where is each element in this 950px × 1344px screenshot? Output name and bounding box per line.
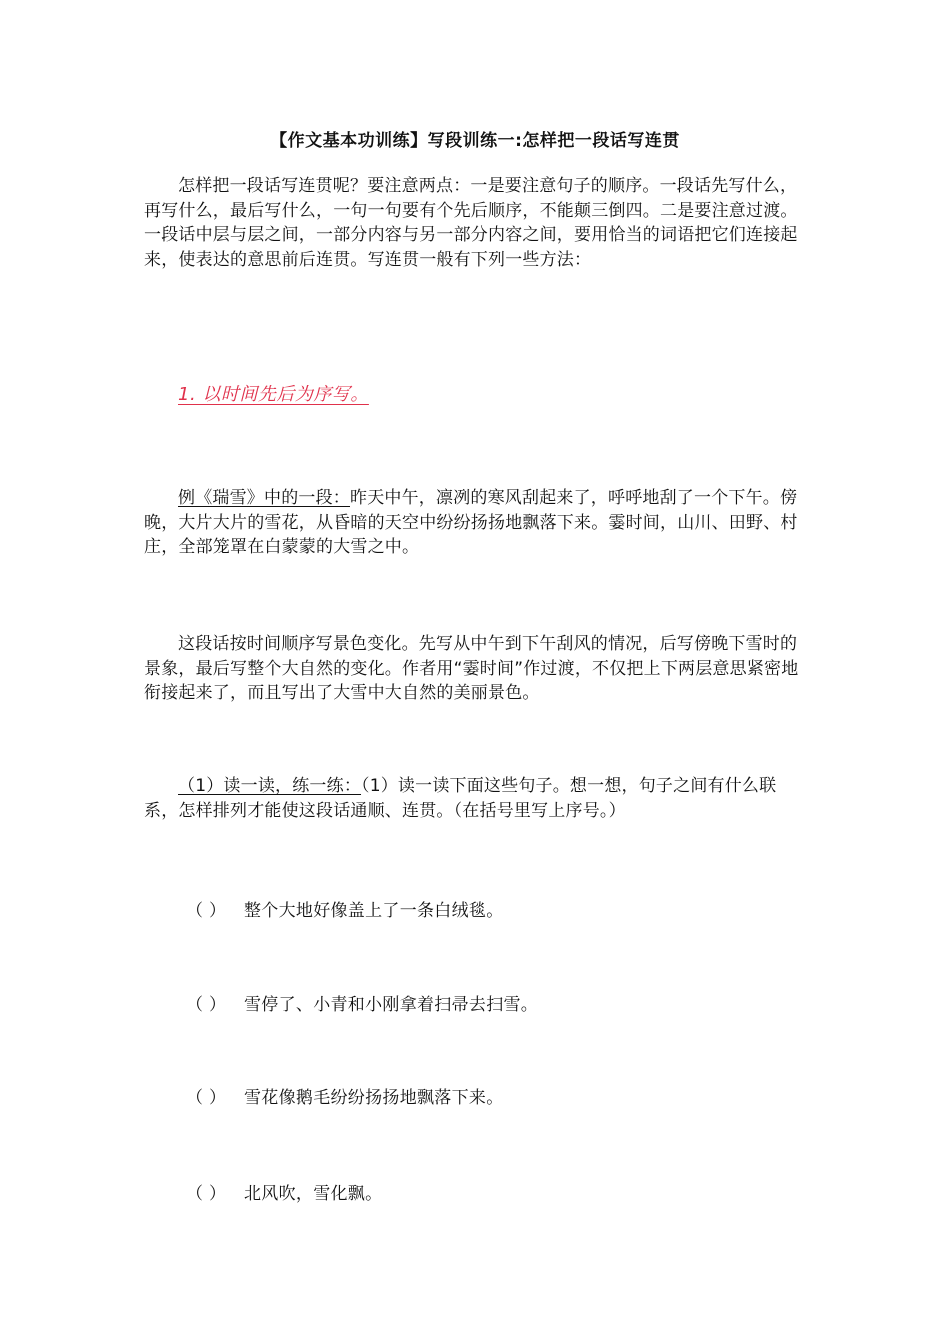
- example-text: 昨天中午，凛冽的寒风刮起来了，呼呼地刮了一个下午。傍晚，大片大片的雪花，从昏暗的天空中纷纷扬扬地飘落下来。霎时间，山川、田野、村庄，全部笼罩在白蒙蒙的大雪之中。: [144, 488, 798, 557]
- intro-paragraph: 怎样把一段话写连贯呢？要注意两点：一是要注意句子的顺序。一段话先写什么，再写什么，最后写什么，一句一句要有个先后顺序，不能颠三倒四。二是要注意过渡。一段话中层与层之间，一部分内容与另一部分内容之间，要用恰当的词语把它们连接起来，使表达的意思前后连贯。写连贯一般有下列一些方法：: [144, 176, 798, 270]
- analysis-paragraph: 这段话按时间顺序写景色变化。先写从中午到下午刮风的情况，后写傍晚下雪时的景象，最后写整个大自然的变化。作者用“霎时间”作过渡，不仅把上下两层意思紧密地衔接起来了，而且写出了大雪中大自然的美丽景色。: [144, 634, 799, 703]
- answer-blank[interactable]: （ ）: [186, 1184, 227, 1204]
- document-title: 【作文基本功训练】写段训练一:怎样把一段话写连贯: [270, 131, 680, 151]
- exercise-item: [186, 1083, 504, 1108]
- exercise-paragraph: [144, 774, 810, 823]
- exercise-label: （1）读一读，练一练：: [178, 776, 362, 796]
- answer-blank[interactable]: （ ）: [186, 901, 227, 921]
- example-label: 例《瑞雪》中的一段：: [178, 488, 350, 508]
- exercise-text: （1）读一读下面这些句子。想一想，句子之间有什么联系，怎样排列才能使这段话通顺、连贯。（在括号里写上序号。）: [144, 776, 777, 821]
- exercise-item-text: 雪花像鹅毛纷纷扬扬地飘落下来。: [244, 1088, 504, 1108]
- exercise-item: [186, 990, 538, 1015]
- exercise-item-text: 雪停了、小青和小刚拿着扫帚去扫雪。: [244, 995, 539, 1015]
- answer-blank[interactable]: （ ）: [186, 995, 227, 1015]
- exercise-item-text: 整个大地好像盖上了一条白绒毯。: [244, 901, 504, 921]
- exercise-item: [186, 896, 504, 921]
- answer-blank[interactable]: （ ）: [186, 1088, 227, 1108]
- exercise-item-text: 北风吹，雪化飘。: [244, 1184, 383, 1204]
- exercise-item: [186, 1179, 382, 1204]
- example-paragraph: [144, 486, 810, 560]
- section-heading: 1. 以时间先后为序写。: [178, 384, 369, 405]
